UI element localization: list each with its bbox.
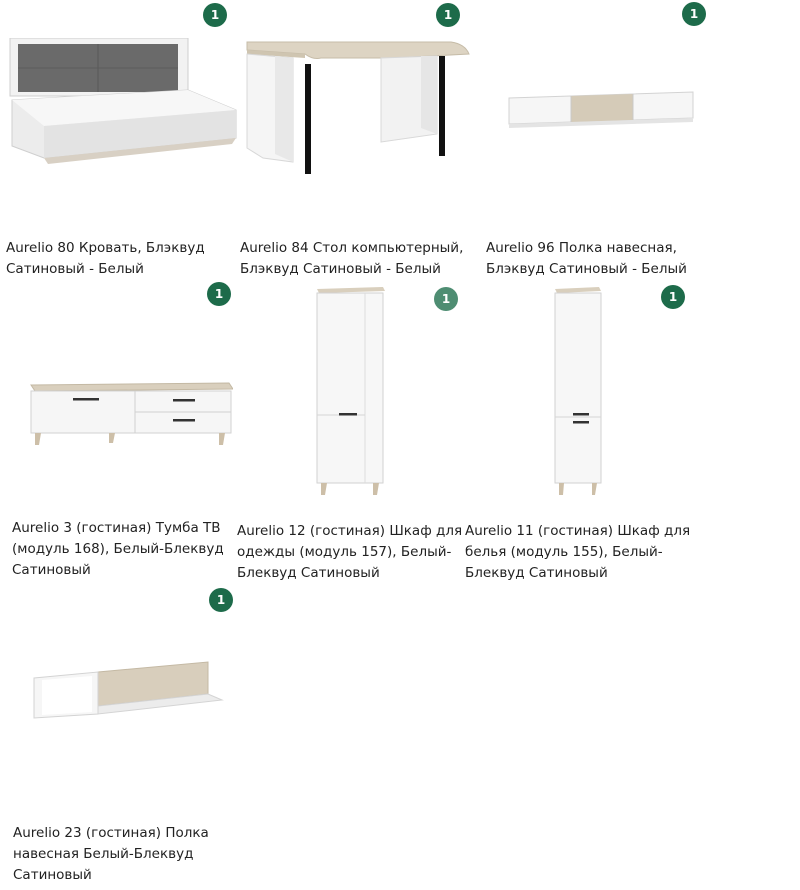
bed-image[interactable]	[8, 38, 240, 168]
quantity-badge: 1	[434, 287, 458, 311]
quantity-badge: 1	[207, 282, 231, 306]
product-name[interactable]: Aurelio 80 Кровать, Блэквуд Сатиновый - Белый	[6, 240, 205, 277]
product-name[interactable]: Aurelio 3 (гостиная) Тумба ТВ (модуль 168), Белый-Блеквуд Сатиновый	[12, 520, 224, 578]
product-name[interactable]: Aurelio 23 (гостиная) Полка навесная Белый-Блеквуд Сатиновый	[13, 825, 209, 883]
quantity-badge: 1	[203, 3, 227, 27]
product-name[interactable]: Aurelio 96 Полка навесная, Блэквуд Сатиновый - Белый	[486, 240, 687, 277]
quantity-badge: 1	[436, 3, 460, 27]
wardrobe-image[interactable]	[313, 285, 388, 497]
product-name[interactable]: Aurelio 11 (гостиная) Шкаф для белья (модуль 155), Белый-Блеквуд Сатиновый	[465, 523, 691, 581]
computer-desk-image[interactable]	[243, 36, 473, 178]
quantity-badge: 1	[661, 285, 685, 309]
linen-cabinet-image[interactable]	[553, 285, 603, 497]
product-name[interactable]: Aurelio 12 (гостиная) Шкаф для одежды (модуль 157), Белый-Блеквуд Сатиновый	[237, 523, 463, 581]
quantity-badge: 1	[682, 2, 706, 26]
wall-shelf-image[interactable]	[32, 660, 224, 722]
quantity-badge: 1	[209, 588, 233, 612]
wall-shelf-image[interactable]	[507, 90, 697, 128]
tv-stand-image[interactable]	[29, 381, 233, 447]
product-name[interactable]: Aurelio 84 Стол компьютерный, Блэквуд Сатиновый - Белый	[240, 240, 464, 277]
